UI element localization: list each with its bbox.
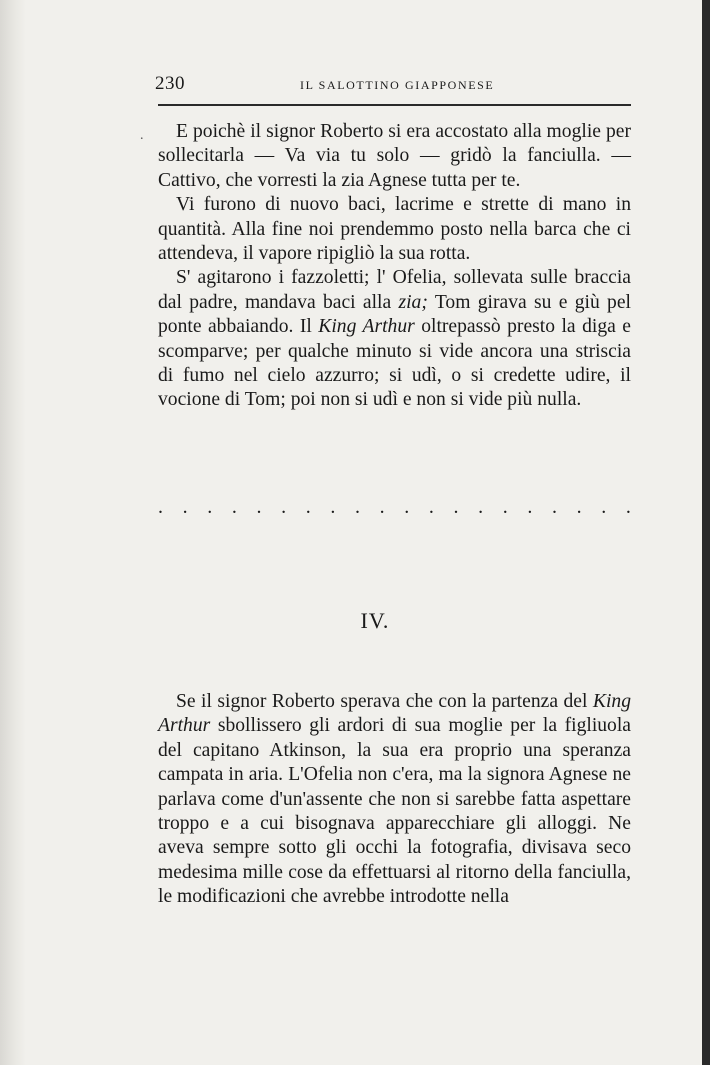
text-section-1: [158, 120, 631, 413]
italic-text: zia;: [398, 291, 428, 313]
page-edge-shadow: [0, 0, 26, 1065]
separator-dot: .: [552, 496, 557, 518]
separator-dot: .: [330, 496, 336, 518]
separator-dot: .: [453, 496, 459, 518]
separator-dot: .: [404, 496, 410, 518]
separator-dot: .: [355, 496, 360, 518]
separator-dot: .: [158, 496, 163, 518]
text-run: Vi furono di nuovo baci, lacrime e strette di mano in quantità. Alla fine noi prendemmo posto nella barca che ci attendeva, il vapore ripigliò la sua rotta.: [158, 194, 631, 265]
running-title: IL SALOTTINO GIAPPONESE: [300, 78, 495, 92]
separator-dot: .: [231, 496, 237, 518]
separator-dot: .: [502, 496, 508, 518]
separator-dot: .: [207, 496, 213, 518]
text-run: Tom girava su e giù pel ponte abbaiando. Il: [158, 291, 631, 338]
separator-dot: .: [428, 496, 434, 518]
paragraph: [158, 266, 631, 412]
text-run: E poichè il signor Roberto si era accostato alla moglie per sollecitarla — Va via tu solo — gridò la fanciulla. — Cattivo, che vorresti la zia Agnese tutta per te.: [158, 121, 631, 191]
page-edge-dark: [702, 0, 710, 1065]
separator-dot: .: [625, 496, 631, 518]
section-separator-dots: [158, 497, 631, 517]
text-run: Se il signor Roberto sperava che con la partenza del: [176, 691, 593, 712]
separator-dot: .: [256, 496, 262, 518]
text-run: S' agitarono i fazzoletti; l' Ofelia, sollevata sulle braccia dal padre, mandava baci alla: [158, 267, 631, 313]
separator-dot: .: [601, 496, 607, 518]
italic-text: King Arthur: [318, 316, 415, 338]
paragraph: [158, 120, 631, 193]
separator-dot: .: [478, 496, 484, 518]
margin-mark: .: [140, 128, 144, 143]
page-number: 230: [155, 73, 185, 94]
separator-dot: .: [576, 496, 582, 518]
text-section-2: [158, 690, 631, 910]
separator-dot: .: [379, 496, 385, 518]
text-run: oltrepassò presto la diga e scomparve; per qualche minuto si vide ancora una striscia di fumo nel cielo azzurro; si udì, o si credette udire, il vocione di Tom; poi non si udì e non si vide più nulla.: [158, 316, 631, 411]
text-run: sbollissero gli ardori di sua moglie per la figliuola del capitano Atkinson, la sua era proprio una speranza campata in aria. L'Ofelia non c'era, ma la signora Agnese ne parlava come d'un'assente che non si sarebbe fatta aspettare troppo e a cui bisognava apparecchiare gli alloggi. Ne aveva sempre sotto gli occhi la fotografia, divisava seco medesima mille cose da effettuarsi al ritorno della fanciulla, le modificazioni che avrebbe introdotte nella: [158, 715, 631, 908]
chapter-numeral: IV.: [360, 608, 390, 633]
separator-dot: .: [182, 496, 188, 518]
italic-text: King Arthur: [158, 691, 631, 737]
page-header: [155, 73, 630, 97]
paragraph: [158, 193, 631, 266]
header-rule: [158, 104, 631, 106]
separator-dot: .: [305, 496, 311, 518]
separator-dot: .: [527, 496, 533, 518]
separator-dot: .: [281, 496, 287, 518]
paragraph: [158, 690, 631, 910]
